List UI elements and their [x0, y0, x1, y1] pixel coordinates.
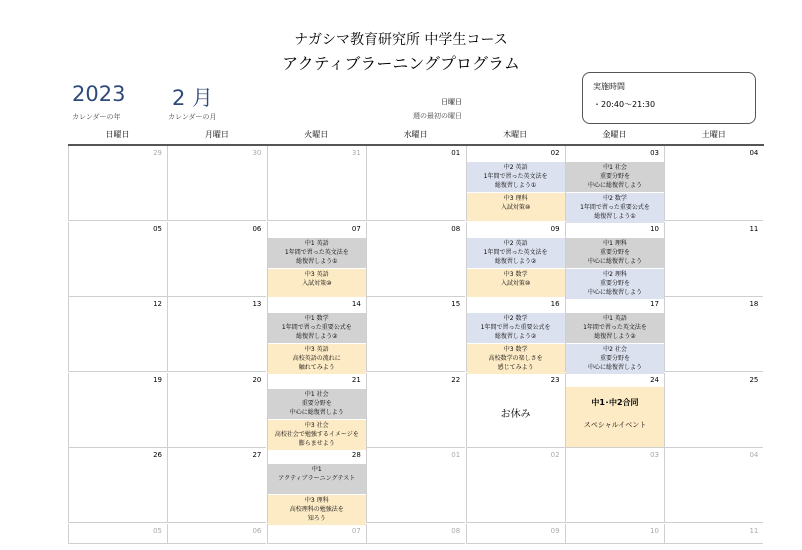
weekday-header: 木曜日 [503, 130, 528, 139]
day-number: 08 [451, 526, 461, 535]
lesson-event-text: 重要分野を [599, 248, 630, 256]
day-number: 05 [153, 224, 162, 233]
program-title: アクティブラーニングプログラム [282, 54, 520, 73]
day-cell[interactable] [267, 524, 366, 544]
day-cell[interactable] [68, 448, 167, 523]
lesson-event-text: 入試対策⑩ [302, 279, 332, 287]
day-cell[interactable] [366, 146, 465, 221]
lesson-event-text: 総復習しよう① [594, 213, 636, 220]
day-number: 04 [749, 149, 759, 157]
day-cell[interactable] [167, 373, 266, 448]
day-cell[interactable] [68, 373, 167, 448]
lesson-event-text: 中3 数学 [503, 346, 528, 353]
holiday-label: お休み [500, 408, 531, 420]
lesson-event[interactable] [566, 344, 664, 374]
lesson-event-text: 1年間で習った重要公式を [480, 324, 551, 331]
day-number: 23 [550, 375, 560, 384]
day-number: 11 [749, 526, 759, 535]
lesson-event-text: 総復習しよう② [594, 333, 636, 340]
calendar-month[interactable]: 2 月 [172, 86, 214, 110]
lesson-event-text: 重要分野を [599, 173, 630, 180]
day-cell[interactable] [366, 373, 465, 448]
day-number: 19 [153, 375, 162, 384]
day-number: 02 [550, 451, 560, 459]
lesson-event-text: 中2 英語 [503, 239, 528, 247]
calendar-month-label: カレンダーの月 [168, 113, 217, 121]
day-number: 03 [650, 451, 659, 459]
start-day-value[interactable]: 日曜日 [441, 98, 462, 106]
calendar-grid [68, 144, 764, 535]
lesson-event-text: 重要分野を [301, 399, 332, 407]
day-cell[interactable] [68, 297, 167, 372]
weekday-header: 水曜日 [403, 130, 428, 139]
day-cell[interactable] [565, 448, 664, 523]
day-number: 21 [351, 375, 361, 384]
lesson-event-text: 中心に総復習しよう [587, 288, 642, 296]
day-cell[interactable] [267, 222, 366, 297]
day-number: 22 [451, 375, 461, 384]
lesson-event-text: 重要分野を [599, 279, 630, 287]
lesson-event-text: 高校英語の流れに [292, 355, 341, 362]
day-number: 25 [749, 375, 759, 384]
day-number: 06 [252, 526, 262, 535]
lesson-event[interactable] [566, 193, 664, 223]
lesson-event-text: 中2 数学 [503, 315, 528, 322]
lesson-event-text: 中心に総復習しよう [289, 408, 344, 416]
day-number: 03 [650, 149, 659, 157]
day-number: 15 [451, 300, 461, 308]
lesson-event[interactable] [566, 269, 664, 299]
lesson-event-text: 中1 英語 [304, 239, 329, 247]
day-cell[interactable] [664, 448, 763, 523]
day-number: 24 [650, 375, 659, 384]
day-number: 07 [351, 526, 361, 535]
day-cell[interactable] [267, 448, 366, 523]
lesson-event-text: 中心に総復習しよう [587, 182, 642, 189]
lesson-event[interactable] [467, 344, 565, 374]
day-cell[interactable] [267, 373, 366, 448]
weekday-header: 月曜日 [204, 130, 229, 139]
day-cell[interactable] [664, 297, 763, 372]
day-number: 16 [550, 300, 560, 308]
lesson-event-text: 中2 社会 [603, 346, 627, 353]
day-cell[interactable] [167, 297, 266, 372]
lesson-event[interactable] [268, 238, 366, 268]
start-day-label: 週の最初の曜日 [413, 112, 462, 120]
day-number: 05 [153, 526, 162, 535]
special-event-title: 中1･中2合同 [591, 397, 639, 407]
lesson-event-text: 中1 数学 [304, 315, 329, 322]
lesson-event-text: 中1 [311, 466, 322, 473]
lesson-event-text: 中3 社会 [304, 421, 329, 429]
day-number: 31 [351, 149, 361, 157]
day-number: 27 [252, 451, 262, 459]
lesson-event-text: 総復習しよう① [494, 182, 537, 189]
lesson-event-text: 中3 数学 [503, 270, 528, 278]
weekday-header: 火曜日 [304, 130, 329, 139]
day-number: 20 [252, 375, 262, 384]
schedule-time-title: 実施時間 [593, 82, 625, 91]
lesson-event-text: 1年間で習った重要公式を [580, 204, 650, 211]
weekday-header: 日曜日 [105, 130, 130, 139]
day-number: 01 [451, 451, 461, 459]
day-number: 17 [650, 300, 659, 308]
lesson-event-text: 中2 数学 [603, 195, 627, 202]
day-number: 11 [749, 224, 759, 233]
school-title: ナガシマ教育研究所 中学生コース [294, 32, 508, 48]
lesson-event[interactable] [467, 238, 565, 268]
day-number: 07 [351, 224, 361, 233]
day-cell[interactable] [565, 297, 664, 372]
lesson-event-text: 1年間で習った英文法を [483, 173, 548, 180]
day-cell[interactable] [466, 448, 565, 523]
lesson-event-text: 高校数学の楽しさを [488, 355, 543, 362]
lesson-event-text: 中2 理科 [603, 270, 627, 278]
lesson-event-text: 中2 英語 [503, 164, 528, 171]
lesson-event-text: 中心に総復習しよう [587, 364, 642, 371]
day-cell[interactable] [565, 524, 664, 544]
day-number: 26 [153, 451, 162, 459]
day-number: 09 [550, 526, 560, 535]
day-number: 06 [252, 224, 262, 233]
day-number: 10 [650, 224, 659, 233]
day-number: 18 [749, 300, 759, 308]
lesson-event-text: 重要分野を [599, 355, 630, 362]
day-cell[interactable] [565, 146, 664, 221]
day-cell[interactable] [664, 222, 763, 297]
schedule-time-box [582, 72, 756, 124]
lesson-event-text: 1年間で習った英文法を [284, 248, 349, 256]
lesson-event-text: 総復習しよう① [296, 257, 338, 265]
lesson-event-text: 高校社会で勉強するイメージを [274, 430, 359, 438]
lesson-event[interactable] [467, 269, 565, 297]
lesson-event-text: 1年間で習った英文法を [583, 324, 647, 331]
day-cell[interactable] [366, 222, 465, 297]
lesson-event-text: 中3 英語 [304, 270, 329, 278]
lesson-event-text: 総復習しよう② [494, 333, 537, 340]
day-cell[interactable] [565, 222, 664, 297]
lesson-event[interactable] [268, 269, 366, 297]
lesson-event-text: アクティブラーニングテスト [278, 475, 356, 482]
day-cell[interactable] [466, 524, 565, 544]
lesson-event[interactable] [467, 313, 565, 343]
lesson-event-text: 知ろう [307, 515, 326, 522]
day-cell[interactable] [664, 524, 763, 544]
lesson-event-text: 触れてみよう [298, 364, 335, 371]
day-cell[interactable] [466, 297, 565, 372]
lesson-event-text: 総復習しよう② [296, 333, 338, 340]
day-cell[interactable] [167, 146, 266, 221]
lesson-event[interactable] [268, 313, 366, 343]
calendar-year-label: カレンダーの年 [72, 113, 121, 121]
weekday-header: 金曜日 [602, 130, 627, 139]
lesson-event-text: 中3 理科 [503, 195, 528, 202]
calendar-year[interactable]: 2023 [72, 82, 126, 106]
day-cell[interactable] [366, 448, 465, 523]
day-number: 30 [252, 149, 262, 157]
day-cell[interactable] [664, 146, 763, 221]
day-cell[interactable] [366, 524, 465, 544]
schedule-time-value: ・20:40～21:30 [593, 100, 656, 109]
lesson-event-text: 高校理科の勉強法を [289, 506, 344, 513]
day-cell[interactable] [167, 222, 266, 297]
day-number: 09 [550, 224, 560, 233]
special-event[interactable] [566, 387, 664, 447]
lesson-event[interactable] [467, 193, 565, 221]
lesson-event-text: 1年間で習った重要公式を [281, 324, 352, 331]
day-cell[interactable] [68, 222, 167, 297]
lesson-event-text: 中1 理科 [603, 239, 627, 247]
special-event-subtitle: スペシャルイベント [583, 420, 647, 429]
lesson-event[interactable] [566, 238, 664, 268]
day-number: 13 [252, 300, 262, 308]
lesson-event[interactable] [268, 495, 366, 525]
day-number: 10 [650, 526, 659, 535]
weekday-header: 土曜日 [701, 130, 726, 139]
day-number: 29 [153, 149, 162, 157]
day-cell[interactable] [267, 297, 366, 372]
day-cell[interactable] [664, 373, 763, 448]
lesson-event[interactable] [268, 389, 366, 419]
day-cell[interactable] [466, 373, 565, 448]
lesson-event-text: 膨らませよう [298, 439, 335, 447]
lesson-event-text: 入試対策⑩ [500, 279, 531, 287]
day-cell[interactable] [565, 373, 664, 448]
day-cell[interactable] [466, 146, 565, 221]
lesson-event-text: 総復習しよう② [494, 257, 537, 265]
day-cell[interactable] [167, 448, 266, 523]
lesson-event-text: 中3 英語 [304, 346, 329, 353]
lesson-event-text: 感じてみよう [497, 364, 534, 371]
lesson-event-text: 入試対策⑩ [500, 204, 531, 211]
day-number: 01 [451, 149, 461, 157]
lesson-event[interactable] [467, 162, 565, 192]
lesson-event[interactable] [268, 420, 366, 450]
day-cell[interactable] [267, 146, 366, 221]
lesson-event-text: 中1 英語 [603, 315, 627, 322]
day-cell[interactable] [466, 222, 565, 297]
lesson-event-text: 1年間で習った英文法を [483, 248, 548, 256]
day-number: 28 [351, 451, 361, 459]
day-number: 14 [351, 300, 361, 308]
day-number: 04 [749, 451, 759, 459]
lesson-event-text: 中1 社会 [304, 390, 329, 398]
day-cell[interactable] [167, 524, 266, 544]
lesson-event-text: 中心に総復習しよう [587, 257, 642, 265]
lesson-event[interactable] [566, 313, 664, 343]
lesson-event[interactable] [566, 162, 664, 192]
lesson-event-text: 中3 理科 [304, 497, 329, 504]
day-cell[interactable] [366, 297, 465, 372]
day-cell[interactable] [68, 524, 167, 544]
day-cell[interactable] [68, 146, 167, 221]
day-number: 12 [153, 300, 162, 308]
day-number: 08 [451, 224, 461, 233]
lesson-event[interactable] [268, 464, 366, 494]
lesson-event[interactable] [268, 344, 366, 374]
day-number: 02 [550, 149, 560, 157]
lesson-event-text: 中1 社会 [603, 164, 627, 171]
